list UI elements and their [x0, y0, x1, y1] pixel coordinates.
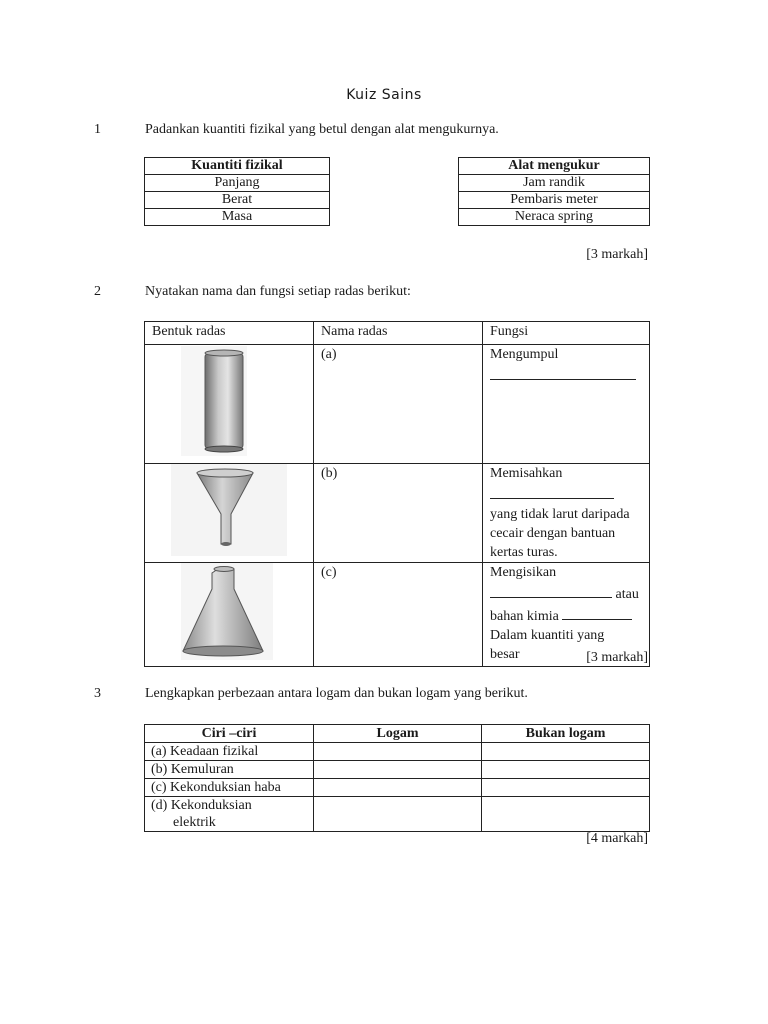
- question-3-text: Lengkapkan perbezaan antara logam dan bukan logam yang berikut.: [145, 686, 528, 701]
- instrument-item: Jam randik: [459, 175, 650, 192]
- answer-cell[interactable]: [314, 779, 482, 797]
- comparison-feature: [145, 797, 314, 832]
- function-text: Mengumpul: [490, 347, 559, 362]
- function-text: besar: [490, 647, 520, 662]
- apparatus-function-cell: [483, 345, 650, 464]
- metal-comparison-table: [144, 724, 650, 832]
- answer-blank[interactable]: [490, 364, 636, 380]
- answer-cell[interactable]: [482, 779, 650, 797]
- function-text: kertas turas.: [490, 545, 558, 560]
- function-text: Mengisikan: [490, 565, 557, 580]
- measuring-cylinder-icon: [145, 345, 313, 457]
- apparatus-header-name: Nama radas: [314, 322, 483, 345]
- quantity-item: Berat: [145, 192, 330, 209]
- apparatus-function-cell: [483, 464, 650, 563]
- comparison-header-feature: Ciri –ciri: [145, 725, 314, 743]
- instrument-item: Neraca spring: [459, 209, 650, 226]
- question-1-text: Padankan kuantiti fizikal yang betul dengan alat mengukurnya.: [145, 122, 499, 137]
- apparatus-name-cell: [314, 563, 483, 667]
- apparatus-image-cell: [145, 464, 314, 563]
- page-title: Kuiz Sains: [346, 87, 422, 103]
- apparatus-name-cell: [314, 345, 483, 464]
- apparatus-image-cell: [145, 345, 314, 464]
- question-2-marks: [3 markah]: [586, 650, 648, 665]
- apparatus-table: [144, 321, 650, 667]
- apparatus-name-cell: [314, 464, 483, 563]
- function-text: atau: [615, 587, 639, 602]
- comparison-feature: (a) Keadaan fizikal: [145, 743, 314, 761]
- answer-blank[interactable]: [490, 582, 612, 598]
- question-2-text: Nyatakan nama dan fungsi setiap radas berikut:: [145, 284, 411, 299]
- comparison-feature-line: elektrik: [173, 815, 216, 830]
- answer-cell[interactable]: [314, 797, 482, 832]
- answer-cell[interactable]: [314, 743, 482, 761]
- apparatus-header-function: Fungsi: [483, 322, 650, 345]
- comparison-feature: (b) Kemuluran: [145, 761, 314, 779]
- answer-cell[interactable]: [482, 797, 650, 832]
- question-1-number: 1: [94, 122, 101, 137]
- answer-cell[interactable]: [482, 743, 650, 761]
- comparison-feature-line: (d) Kekonduksian: [151, 798, 252, 813]
- instrument-table-header: Alat mengukur: [459, 158, 650, 175]
- question-3-marks: [4 markah]: [586, 831, 648, 846]
- function-text: Memisahkan: [490, 466, 563, 481]
- quantity-item: Panjang: [145, 175, 330, 192]
- quantity-table: [144, 157, 330, 226]
- instrument-table: [458, 157, 650, 226]
- conical-flask-icon: [145, 563, 313, 660]
- answer-blank[interactable]: [490, 483, 614, 499]
- apparatus-label: (c): [321, 565, 337, 580]
- apparatus-label: (b): [321, 466, 338, 481]
- answer-cell[interactable]: [482, 761, 650, 779]
- apparatus-label: (a): [321, 347, 337, 362]
- function-text: yang tidak larut daripada: [490, 507, 630, 522]
- function-text: Dalam kuantiti yang: [490, 628, 605, 643]
- question-3-number: 3: [94, 686, 101, 701]
- quantity-item: Masa: [145, 209, 330, 226]
- question-1-marks: [3 markah]: [586, 247, 648, 262]
- filter-funnel-icon: [145, 464, 313, 556]
- function-text: cecair dengan bantuan: [490, 526, 616, 541]
- answer-cell[interactable]: [314, 761, 482, 779]
- function-text: bahan kimia: [490, 609, 559, 624]
- quantity-table-header: Kuantiti fizikal: [145, 158, 330, 175]
- comparison-header-nonmetal: Bukan logam: [482, 725, 650, 743]
- instrument-item: Pembaris meter: [459, 192, 650, 209]
- apparatus-image-cell: [145, 563, 314, 667]
- comparison-header-metal: Logam: [314, 725, 482, 743]
- apparatus-header-shape: Bentuk radas: [145, 322, 314, 345]
- question-2-number: 2: [94, 284, 101, 299]
- comparison-feature: (c) Kekonduksian haba: [145, 779, 314, 797]
- answer-blank[interactable]: [562, 604, 632, 620]
